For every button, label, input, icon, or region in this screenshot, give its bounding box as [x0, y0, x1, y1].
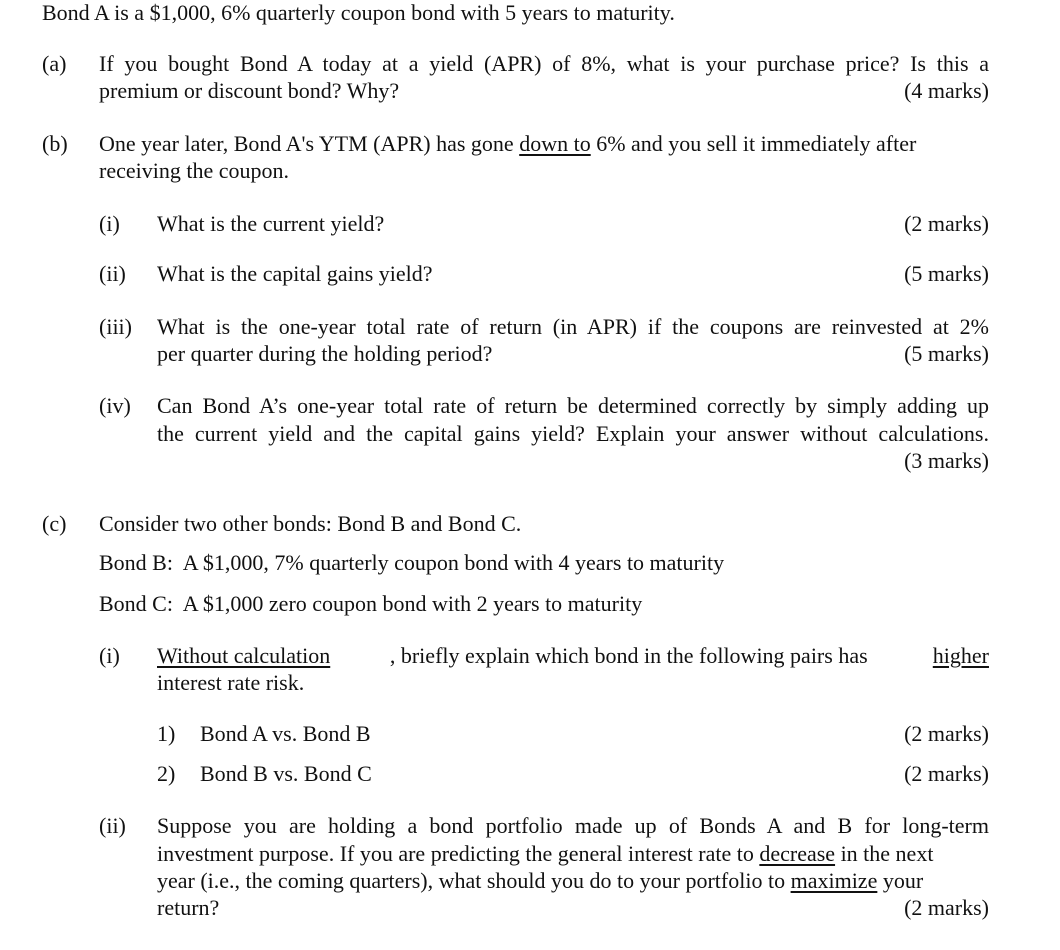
part-c-ii-line1: Suppose you are holding a bond portfolio made up of Bonds A and B for long-term: [157, 813, 989, 838]
part-b-ii-label: (ii): [99, 261, 126, 286]
part-c-i-underlined-without-calculation: Without calculation: [157, 643, 331, 668]
part-c-i-text-mid: , briefly explain which bond in the following pairs has: [389, 643, 874, 668]
part-b-iv-line1: Can Bond A’s one-year total rate of return be determined correctly by simply adding up: [157, 393, 989, 418]
part-b-iii-line1: What is the one-year total rate of return (in APR) if the coupons are reinvested at 2%: [157, 314, 989, 339]
part-c-ii-line3: [157, 867, 989, 895]
part-b-text-pre: One year later, Bond A's YTM (APR) has gone: [99, 131, 520, 156]
bond-c-description: Bond C: A $1,000 zero coupon bond with 2 years to maturity: [99, 591, 643, 616]
part-b-iv-line2: the current yield and the capital gains yield? Explain your answer without calculations.: [157, 421, 989, 446]
part-a-line1: If you bought Bond A today at a yield (APR) of 8%, what is your purchase price? Is this a: [99, 51, 989, 76]
part-b-i-text: What is the current yield?: [157, 211, 385, 236]
part-c-ii-marks: (2 marks): [904, 895, 989, 920]
pair-1-marks: (2 marks): [904, 721, 989, 746]
part-c-label: (c): [42, 511, 67, 536]
part-c-ii-line2: [157, 840, 989, 868]
part-c-ii-underlined-maximize: maximize: [790, 868, 878, 893]
part-b-iii-label: (iii): [99, 314, 132, 339]
part-b-iii-line2: per quarter during the holding period?: [157, 341, 493, 366]
pair-2-number: 2): [157, 761, 176, 786]
part-b-i-label: (i): [99, 211, 120, 236]
pair-1-number: 1): [157, 721, 176, 746]
part-a-line2: premium or discount bond? Why?: [99, 78, 400, 103]
part-c-ii-line3-pre: year (i.e., the coming quarters), what should you do to your portfolio to: [157, 868, 791, 893]
part-a-marks: (4 marks): [904, 78, 989, 103]
problem-intro: Bond A is a $1,000, 6% quarterly coupon bond with 5 years to maturity.: [42, 0, 675, 25]
part-b-underlined-down-to: down to: [519, 131, 591, 156]
part-c-ii-label: (ii): [99, 813, 126, 838]
part-c-ii-line2-pre: investment purpose. If you are predicting the general interest rate to: [157, 841, 760, 866]
part-b-line1: [99, 130, 989, 158]
part-c-i-line1: [157, 642, 989, 670]
part-c-i-line2: interest rate risk.: [157, 670, 305, 695]
part-b-iv-label: (iv): [99, 393, 131, 418]
part-c-ii-line3-post: your: [877, 868, 924, 893]
pair-2-marks: (2 marks): [904, 761, 989, 786]
part-b-i-marks: (2 marks): [904, 211, 989, 236]
pair-2-text: Bond B vs. Bond C: [200, 761, 372, 786]
part-b-iv-marks: (3 marks): [904, 448, 989, 473]
part-a-label: (a): [42, 51, 67, 76]
part-b-ii-marks: (5 marks): [904, 261, 989, 286]
pair-1-text: Bond A vs. Bond B: [200, 721, 371, 746]
part-c-i-underlined-higher: higher: [932, 643, 989, 668]
bond-b-description: Bond B: A $1,000, 7% quarterly coupon bond with 4 years to maturity: [99, 550, 725, 575]
part-c-ii-line4: return?: [157, 895, 220, 920]
part-c-intro: Consider two other bonds: Bond B and Bond C.: [99, 511, 522, 536]
part-c-ii-underlined-decrease: decrease: [759, 841, 836, 866]
part-b-line2: receiving the coupon.: [99, 158, 289, 183]
part-b-ii-text: What is the capital gains yield?: [157, 261, 433, 286]
part-b-iii-marks: (5 marks): [904, 341, 989, 366]
part-b-label: (b): [42, 131, 68, 156]
part-c-i-label: (i): [99, 643, 120, 668]
part-b-text-post: 6% and you sell it immediately after: [590, 131, 917, 156]
part-c-ii-line2-post: in the next: [835, 841, 934, 866]
